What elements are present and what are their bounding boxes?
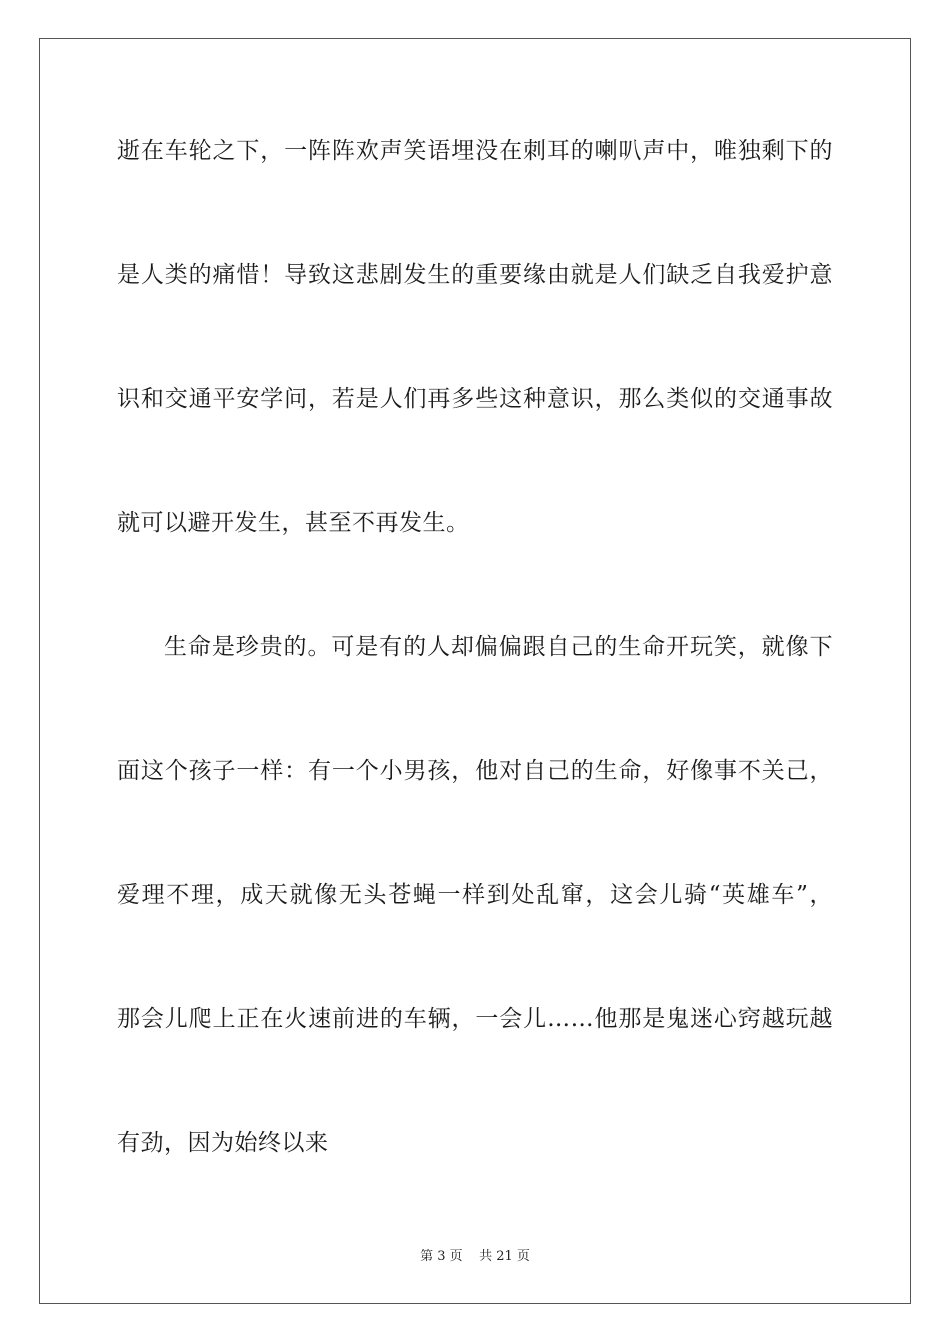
page-number-footer: 第 3 页 共 21 页 <box>420 1249 530 1264</box>
body-line-4: 就可以避开发生，甚至不再发生。 <box>117 510 470 536</box>
body-line-1: 逝在车轮之下，一阵阵欢声笑语埋没在刺耳的喇叭声中，唯独剩下的 <box>117 138 833 164</box>
body-line-5: 生命是珍贵的。可是有的人却偏偏跟自己的生命开玩笑，就像下 <box>164 634 833 660</box>
body-line-3: 识和交通平安学问，若是人们再多些这种意识，那么类似的交通事故 <box>117 386 833 412</box>
body-line-2: 是人类的痛惜！导致这悲剧发生的重要缘由就是人们缺乏自我爱护意 <box>117 262 833 288</box>
body-line-7: 爱理不理，成天就像无头苍蝇一样到处乱窜，这会儿骑“英雄车”， <box>117 882 833 908</box>
body-line-8: 那会儿爬上正在火速前进的车辆，一会儿……他那是鬼迷心窍越玩越 <box>117 1006 833 1032</box>
body-line-6: 面这个孩子一样：有一个小男孩，他对自己的生命，好像事不关己， <box>117 758 833 784</box>
body-line-9: 有劲，因为始终以来 <box>117 1130 329 1156</box>
page-frame <box>39 38 911 1304</box>
